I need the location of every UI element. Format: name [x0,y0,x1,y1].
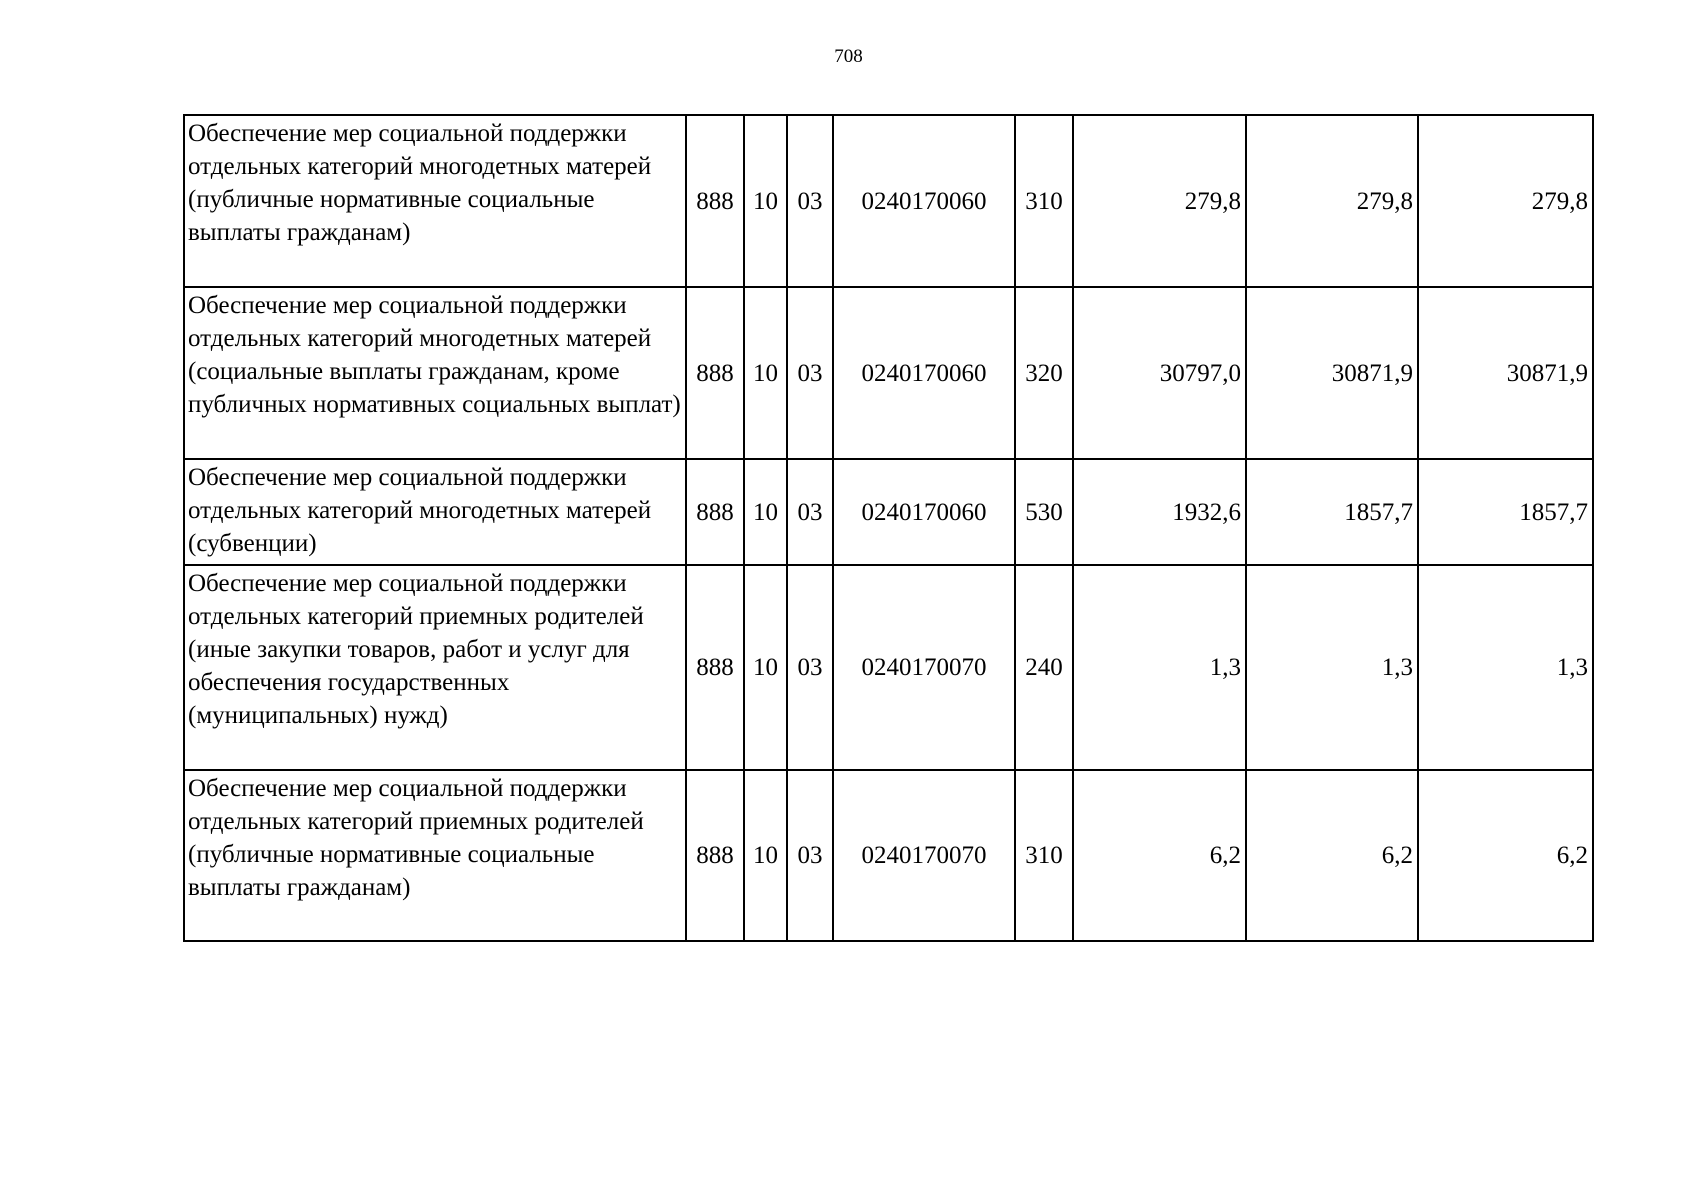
table-row [184,287,1593,459]
expense-type-cell: 310 [1015,115,1073,287]
amount-2-cell: 1857,7 [1246,459,1418,565]
subsection-code-cell: 03 [787,565,833,770]
table-row [184,770,1593,941]
amount-1-cell: 279,8 [1073,115,1246,287]
subsection-code-cell: 03 [787,770,833,941]
section-code-cell: 10 [744,770,787,941]
subsection-code-cell: 03 [787,287,833,459]
amount-3-cell: 6,2 [1418,770,1593,941]
section-code-cell: 10 [744,287,787,459]
budget-table [183,114,1594,942]
amount-1-cell: 30797,0 [1073,287,1246,459]
expense-name-cell: Обеспечение мер социальной поддержки отдельных категорий многодетных матерей (субвенции) [184,459,686,565]
target-article-cell: 0240170060 [833,459,1015,565]
expense-type-cell: 320 [1015,287,1073,459]
ministry-code-cell: 888 [686,115,744,287]
expense-type-cell: 530 [1015,459,1073,565]
expense-name-cell: Обеспечение мер социальной поддержки отдельных категорий приемных родителей (иные закупки товаров, работ и услуг для обеспечения государственных (муниципальных) нужд) [184,565,686,770]
expense-name-cell: Обеспечение мер социальной поддержки отдельных категорий многодетных матерей (социальные выплаты гражданам, кроме публичных нормативных социальных выплат) [184,287,686,459]
subsection-code-cell: 03 [787,115,833,287]
ministry-code-cell: 888 [686,770,744,941]
target-article-cell: 0240170060 [833,115,1015,287]
amount-2-cell: 1,3 [1246,565,1418,770]
amount-2-cell: 30871,9 [1246,287,1418,459]
table-row [184,459,1593,565]
amount-1-cell: 1932,6 [1073,459,1246,565]
subsection-code-cell: 03 [787,459,833,565]
amount-3-cell: 1,3 [1418,565,1593,770]
ministry-code-cell: 888 [686,565,744,770]
ministry-code-cell: 888 [686,459,744,565]
page-number: 708 [834,46,863,67]
expense-name-cell: Обеспечение мер социальной поддержки отдельных категорий приемных родителей (публичные нормативные социальные выплаты гражданам) [184,770,686,941]
target-article-cell: 0240170070 [833,770,1015,941]
ministry-code-cell: 888 [686,287,744,459]
section-code-cell: 10 [744,459,787,565]
amount-2-cell: 6,2 [1246,770,1418,941]
target-article-cell: 0240170060 [833,287,1015,459]
amount-1-cell: 6,2 [1073,770,1246,941]
section-code-cell: 10 [744,565,787,770]
expense-name-cell: Обеспечение мер социальной поддержки отдельных категорий многодетных матерей (публичные нормативные социальные выплаты гражданам) [184,115,686,287]
expense-type-cell: 240 [1015,565,1073,770]
amount-3-cell: 279,8 [1418,115,1593,287]
amount-3-cell: 30871,9 [1418,287,1593,459]
expense-type-cell: 310 [1015,770,1073,941]
amount-1-cell: 1,3 [1073,565,1246,770]
table-row [184,115,1593,287]
amount-3-cell: 1857,7 [1418,459,1593,565]
target-article-cell: 0240170070 [833,565,1015,770]
table-row [184,565,1593,770]
amount-2-cell: 279,8 [1246,115,1418,287]
section-code-cell: 10 [744,115,787,287]
